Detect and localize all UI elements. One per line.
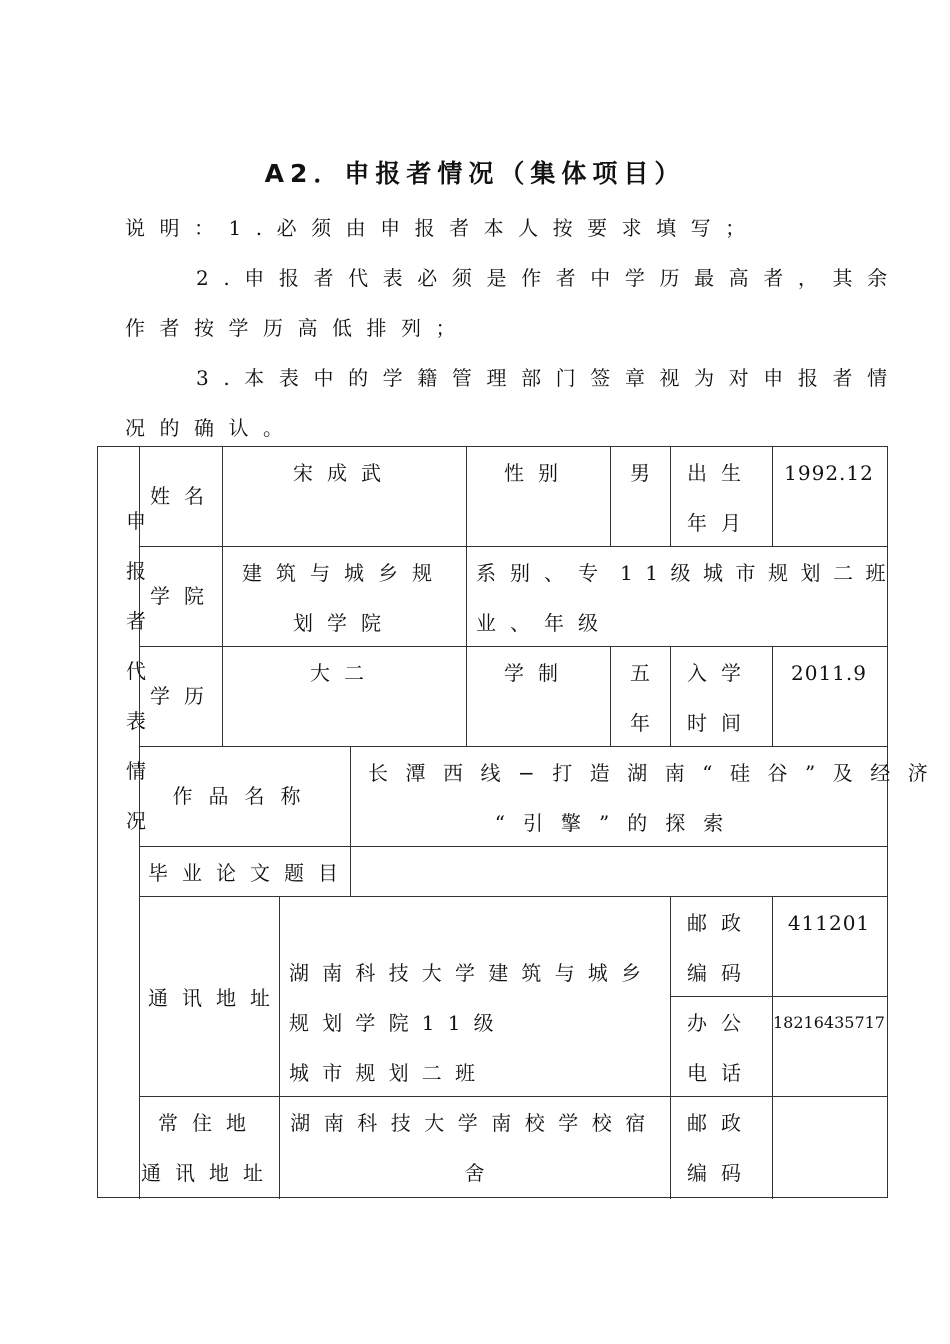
home-address-label-line2: 通讯地址 [141,1161,277,1185]
enroll-label-line1: 入学 [687,661,755,685]
applicant-rep-side-label: 申 报 者 代 表 情 况 [126,509,146,833]
phone-label-line1: 办公 [687,1011,755,1035]
thesis-label: 毕业论文题目 [148,861,352,885]
gender-value: 男 [630,461,650,485]
address-value-line1: 湖南科技大学建筑与城乡 [289,961,655,985]
schooling-label: 学制 [504,661,572,685]
grid-line [139,546,887,547]
work-title-value-line1: 长潭西线−打造湖南“硅谷”及经济 [368,761,946,785]
name-label: 姓名 [150,484,218,508]
schooling-value-line1: 五 [630,661,650,685]
enroll-label-line2: 时间 [687,711,755,735]
note-line-3a: 3.本表中的学籍管理部门签章视为对申报者情 [196,366,902,390]
dept-label-line1: 系别、专 [476,561,612,585]
work-title-value-line2: “引擎”的探索 [494,811,742,835]
phone-value: 18216435717 [773,1013,885,1032]
home-address-value-line2: 舍 [464,1161,485,1185]
home-postcode-label-line2: 编码 [687,1161,755,1185]
name-value: 宋成武 [293,461,395,485]
enroll-value: 2011.9 [791,661,867,685]
home-postcode-label-line1: 邮政 [687,1111,755,1135]
home-address-value-line1: 湖南科技大学南校学校宿 [290,1111,659,1135]
grid-line [139,1096,887,1097]
home-address-label-line1: 常住地 [158,1111,260,1135]
birth-label-line1: 出生 [687,461,755,485]
college-label: 学院 [150,584,218,608]
note-line-2a: 2.申报者代表必须是作者中学历最高者，其余 [196,266,902,290]
education-value: 大二 [310,661,378,685]
postcode-value: 411201 [787,911,871,935]
dept-label-line2: 业、年级 [476,611,612,635]
postcode-label-line1: 邮政 [687,911,755,935]
dept-value: 11级城市规划二班 [620,561,898,585]
address-value-line3: 城市规划二班 [289,1061,489,1085]
postcode-label-line2: 编码 [687,961,755,985]
grid-line [139,746,887,747]
note-line-1: 说明：1.必须由申报者本人按要求填写； [125,216,760,240]
education-label: 学历 [150,684,218,708]
note-line-3b: 况的确认。 [125,416,298,440]
page-title: A2．申报者情况（集体项目） [264,159,686,188]
work-title-label: 作品名称 [172,784,317,808]
gender-label: 性别 [504,461,572,485]
birth-label-line2: 年月 [687,511,755,535]
college-value-line2: 划学院 [293,611,395,635]
phone-label-line2: 电话 [687,1061,755,1085]
address-label: 通讯地址 [148,986,284,1010]
college-value-line1: 建筑与城乡规 [242,561,446,585]
schooling-value-line2: 年 [630,711,650,735]
address-value-line2: 规划学院11级 [289,1011,507,1035]
birth-value: 1992.12 [784,461,874,485]
note-line-2b: 作者按学历高低排列； [125,316,470,340]
